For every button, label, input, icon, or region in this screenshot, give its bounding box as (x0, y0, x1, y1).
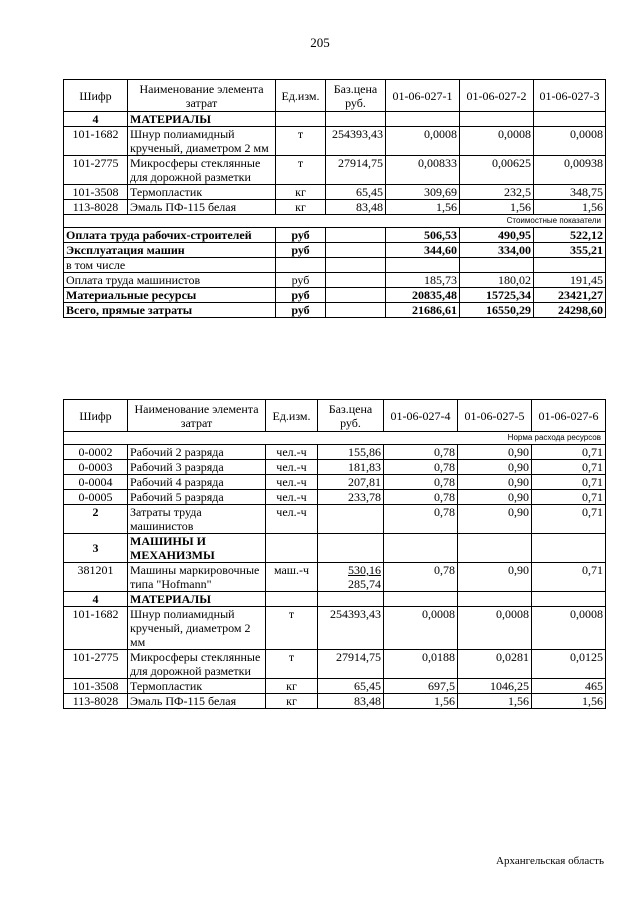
material-price: 83,48 (326, 200, 386, 215)
value-col-3: 355,21 (534, 243, 606, 258)
material-unit: кг (266, 679, 318, 694)
value-col-5: 0,90 (458, 505, 532, 534)
machine-price-base: 530,16 (348, 563, 381, 577)
summary-empty (326, 258, 386, 273)
material-code: 101-2775 (64, 156, 128, 185)
material-name: Термопластик (128, 185, 276, 200)
material-name: Микросферы стеклянные для дорожной разметки (128, 156, 276, 185)
worker-row (64, 475, 606, 490)
summary-empty (326, 288, 386, 303)
material-price: 254393,43 (326, 127, 386, 156)
empty-cell (266, 592, 318, 607)
value-col-6: 0,0008 (532, 607, 606, 650)
summary-row (64, 303, 606, 318)
material-row (64, 607, 606, 650)
value-col-3 (534, 258, 606, 273)
summary-name: в том числе (64, 258, 276, 273)
value-col-3: 0,00938 (534, 156, 606, 185)
cost-table-2 (63, 399, 606, 709)
header-col-2: 01-06-027-2 (460, 80, 534, 112)
worker-unit: чел.-ч (266, 490, 318, 505)
material-name: Эмаль ПФ-115 белая (128, 200, 276, 215)
material-unit: т (276, 156, 326, 185)
material-price: 65,45 (326, 185, 386, 200)
summary-empty (326, 243, 386, 258)
labor-price-empty (318, 505, 384, 534)
summary-unit: руб (276, 243, 326, 258)
value-col-6: 0,0125 (532, 650, 606, 679)
worker-name: Рабочий 5 разряда (128, 490, 266, 505)
value-col-1: 0,00833 (386, 156, 460, 185)
labor-row (64, 505, 606, 534)
summary-unit: руб (276, 288, 326, 303)
worker-code: 0-0005 (64, 490, 128, 505)
header-name: Наименование элемента затрат (128, 400, 266, 432)
value-col-4: 0,78 (384, 460, 458, 475)
material-name: Шнур полиамидный крученый, диаметром 2 мм (128, 607, 266, 650)
value-col-1: 21686,61 (386, 303, 460, 318)
worker-unit: чел.-ч (266, 460, 318, 475)
material-row (64, 156, 606, 185)
labor-name: Затраты труда машинистов (128, 505, 266, 534)
material-unit: т (266, 607, 318, 650)
summary-empty (326, 303, 386, 318)
material-name: Шнур полиамидный крученый, диаметром 2 мм (128, 127, 276, 156)
worker-price: 233,78 (318, 490, 384, 505)
header-col-1: 01-06-027-1 (386, 80, 460, 112)
value-col-4: 0,78 (384, 563, 458, 592)
value-col-1: 506,53 (386, 228, 460, 243)
labor-code: 2 (64, 505, 128, 534)
page-number: 205 (310, 35, 330, 50)
section-title: МАТЕРИАЛЫ (128, 112, 276, 127)
value-col-1: 0,0008 (386, 127, 460, 156)
material-code: 101-1682 (64, 127, 128, 156)
summary-name: Оплата труда рабочих-строителей (64, 228, 276, 243)
empty-cell (384, 592, 458, 607)
material-row (64, 185, 606, 200)
cost-table-1 (63, 79, 606, 318)
value-col-2: 232,5 (460, 185, 534, 200)
value-col-6: 0,71 (532, 475, 606, 490)
value-col-6: 1,56 (532, 694, 606, 709)
material-code: 113-8028 (64, 200, 128, 215)
value-col-3: 522,12 (534, 228, 606, 243)
value-col-2: 0,0008 (460, 127, 534, 156)
summary-name: Материальные ресурсы (64, 288, 276, 303)
value-col-3: 191,45 (534, 273, 606, 288)
summary-row (64, 288, 606, 303)
value-col-6: 0,71 (532, 460, 606, 475)
worker-row (64, 490, 606, 505)
empty-cell (458, 534, 532, 563)
value-col-5: 0,0281 (458, 650, 532, 679)
machines-section-title: МАШИНЫ И МЕХАНИЗМЫ (128, 534, 266, 563)
section-code: 4 (64, 112, 128, 127)
value-col-2: 16550,29 (460, 303, 534, 318)
labor-unit: чел.-ч (266, 505, 318, 534)
worker-price: 155,86 (318, 445, 384, 460)
worker-unit: чел.-ч (266, 445, 318, 460)
value-col-4: 0,0188 (384, 650, 458, 679)
material-row (64, 127, 606, 156)
summary-unit: руб (276, 273, 326, 288)
header-code: Шифр (64, 80, 128, 112)
empty-cell (384, 534, 458, 563)
material-name: Микросферы стеклянные для дорожной разметки (128, 650, 266, 679)
header-price: Баз.цена руб. (318, 400, 384, 432)
material-row (64, 694, 606, 709)
materials-section-row (64, 592, 606, 607)
material-unit: кг (266, 694, 318, 709)
value-col-1: 309,69 (386, 185, 460, 200)
worker-code: 0-0004 (64, 475, 128, 490)
subheader-row (64, 432, 606, 445)
value-col-5: 0,90 (458, 445, 532, 460)
summary-row (64, 243, 606, 258)
material-code: 101-3508 (64, 679, 128, 694)
value-col-2 (460, 258, 534, 273)
worker-name: Рабочий 3 разряда (128, 460, 266, 475)
worker-code: 0-0003 (64, 460, 128, 475)
value-col-6: 0,71 (532, 445, 606, 460)
empty-cell (532, 534, 606, 563)
empty-cell (458, 592, 532, 607)
value-col-1: 1,56 (386, 200, 460, 215)
header-name: Наименование элемента затрат (128, 80, 276, 112)
machines-section-row (64, 534, 606, 563)
value-col-6: 0,71 (532, 490, 606, 505)
material-code: 101-1682 (64, 607, 128, 650)
worker-name: Рабочий 4 разряда (128, 475, 266, 490)
value-col-4: 0,78 (384, 475, 458, 490)
material-name: Термопластик (128, 679, 266, 694)
value-col-5: 0,90 (458, 475, 532, 490)
summary-row (64, 228, 606, 243)
worker-row (64, 460, 606, 475)
material-code: 101-3508 (64, 185, 128, 200)
value-col-5: 0,90 (458, 563, 532, 592)
value-col-4: 697,5 (384, 679, 458, 694)
value-col-1: 185,73 (386, 273, 460, 288)
value-col-2: 490,95 (460, 228, 534, 243)
header-unit: Ед.изм. (276, 80, 326, 112)
materials-section-title: МАТЕРИАЛЫ (128, 592, 266, 607)
machine-price (318, 563, 384, 592)
material-unit: т (266, 650, 318, 679)
worker-code: 0-0002 (64, 445, 128, 460)
worker-price: 181,83 (318, 460, 384, 475)
value-col-5: 0,90 (458, 460, 532, 475)
header-col-3: 01-06-027-3 (534, 80, 606, 112)
value-col-3: 0,0008 (534, 127, 606, 156)
value-col-6: 0,71 (532, 563, 606, 592)
worker-price: 207,81 (318, 475, 384, 490)
value-col-4: 0,78 (384, 505, 458, 534)
header-price: Баз.цена руб. (326, 80, 386, 112)
value-col-6: 465 (532, 679, 606, 694)
empty-cell (532, 592, 606, 607)
value-col-5: 1,56 (458, 694, 532, 709)
norm-subheader: Норма расхода ресурсов (64, 432, 606, 445)
summary-name: Всего, прямые затраты (64, 303, 276, 318)
header-col-5: 01-06-027-5 (458, 400, 532, 432)
machines-section-code: 3 (64, 534, 128, 563)
material-code: 101-2775 (64, 650, 128, 679)
header-unit: Ед.изм. (266, 400, 318, 432)
material-unit: кг (276, 200, 326, 215)
summary-empty (326, 273, 386, 288)
worker-unit: чел.-ч (266, 475, 318, 490)
materials-section-code: 4 (64, 592, 128, 607)
summary-unit: руб (276, 228, 326, 243)
summary-row (64, 273, 606, 288)
value-col-6: 0,71 (532, 505, 606, 534)
value-col-4: 1,56 (384, 694, 458, 709)
value-col-4: 0,0008 (384, 607, 458, 650)
value-col-5: 0,90 (458, 490, 532, 505)
material-code: 113-8028 (64, 694, 128, 709)
material-price: 254393,43 (318, 607, 384, 650)
header-row (64, 400, 606, 432)
subheader-row (64, 215, 606, 228)
value-col-3: 1,56 (534, 200, 606, 215)
section-row (64, 112, 606, 127)
value-col-3: 24298,60 (534, 303, 606, 318)
empty-cell (318, 592, 384, 607)
value-col-4: 0,78 (384, 445, 458, 460)
summary-unit (276, 258, 326, 273)
value-col-4: 0,78 (384, 490, 458, 505)
value-col-2: 0,00625 (460, 156, 534, 185)
header-col-6: 01-06-027-6 (532, 400, 606, 432)
empty-cell (266, 534, 318, 563)
material-price: 27914,75 (318, 650, 384, 679)
header-col-4: 01-06-027-4 (384, 400, 458, 432)
value-col-2: 15725,34 (460, 288, 534, 303)
worker-name: Рабочий 2 разряда (128, 445, 266, 460)
machine-name: Машины маркировочные типа "Hofmann" (128, 563, 266, 592)
header-code: Шифр (64, 400, 128, 432)
worker-row (64, 445, 606, 460)
material-unit: кг (276, 185, 326, 200)
summary-name: Эксплуатация машин (64, 243, 276, 258)
value-col-1: 20835,48 (386, 288, 460, 303)
material-name: Эмаль ПФ-115 белая (128, 694, 266, 709)
value-col-5: 1046,25 (458, 679, 532, 694)
material-unit: т (276, 127, 326, 156)
machine-row (64, 563, 606, 592)
region-footer: Архангельская область (496, 855, 604, 867)
machine-price-operator: 285,74 (348, 577, 381, 591)
material-price: 27914,75 (326, 156, 386, 185)
summary-unit: руб (276, 303, 326, 318)
empty-cell (318, 534, 384, 563)
value-col-5: 0,0008 (458, 607, 532, 650)
value-col-3: 348,75 (534, 185, 606, 200)
value-col-1 (386, 258, 460, 273)
material-price: 83,48 (318, 694, 384, 709)
value-col-1: 344,60 (386, 243, 460, 258)
machine-unit: маш.-ч (266, 563, 318, 592)
material-row (64, 679, 606, 694)
material-row (64, 650, 606, 679)
material-price: 65,45 (318, 679, 384, 694)
value-col-3: 23421,27 (534, 288, 606, 303)
summary-row (64, 258, 606, 273)
summary-name: Оплата труда машинистов (64, 273, 276, 288)
summary-empty (326, 228, 386, 243)
header-row (64, 80, 606, 112)
cost-subheader: Стоимостные показатели (64, 215, 606, 228)
value-col-2: 334,00 (460, 243, 534, 258)
value-col-2: 180,02 (460, 273, 534, 288)
value-col-2: 1,56 (460, 200, 534, 215)
machine-code: 381201 (64, 563, 128, 592)
material-row (64, 200, 606, 215)
